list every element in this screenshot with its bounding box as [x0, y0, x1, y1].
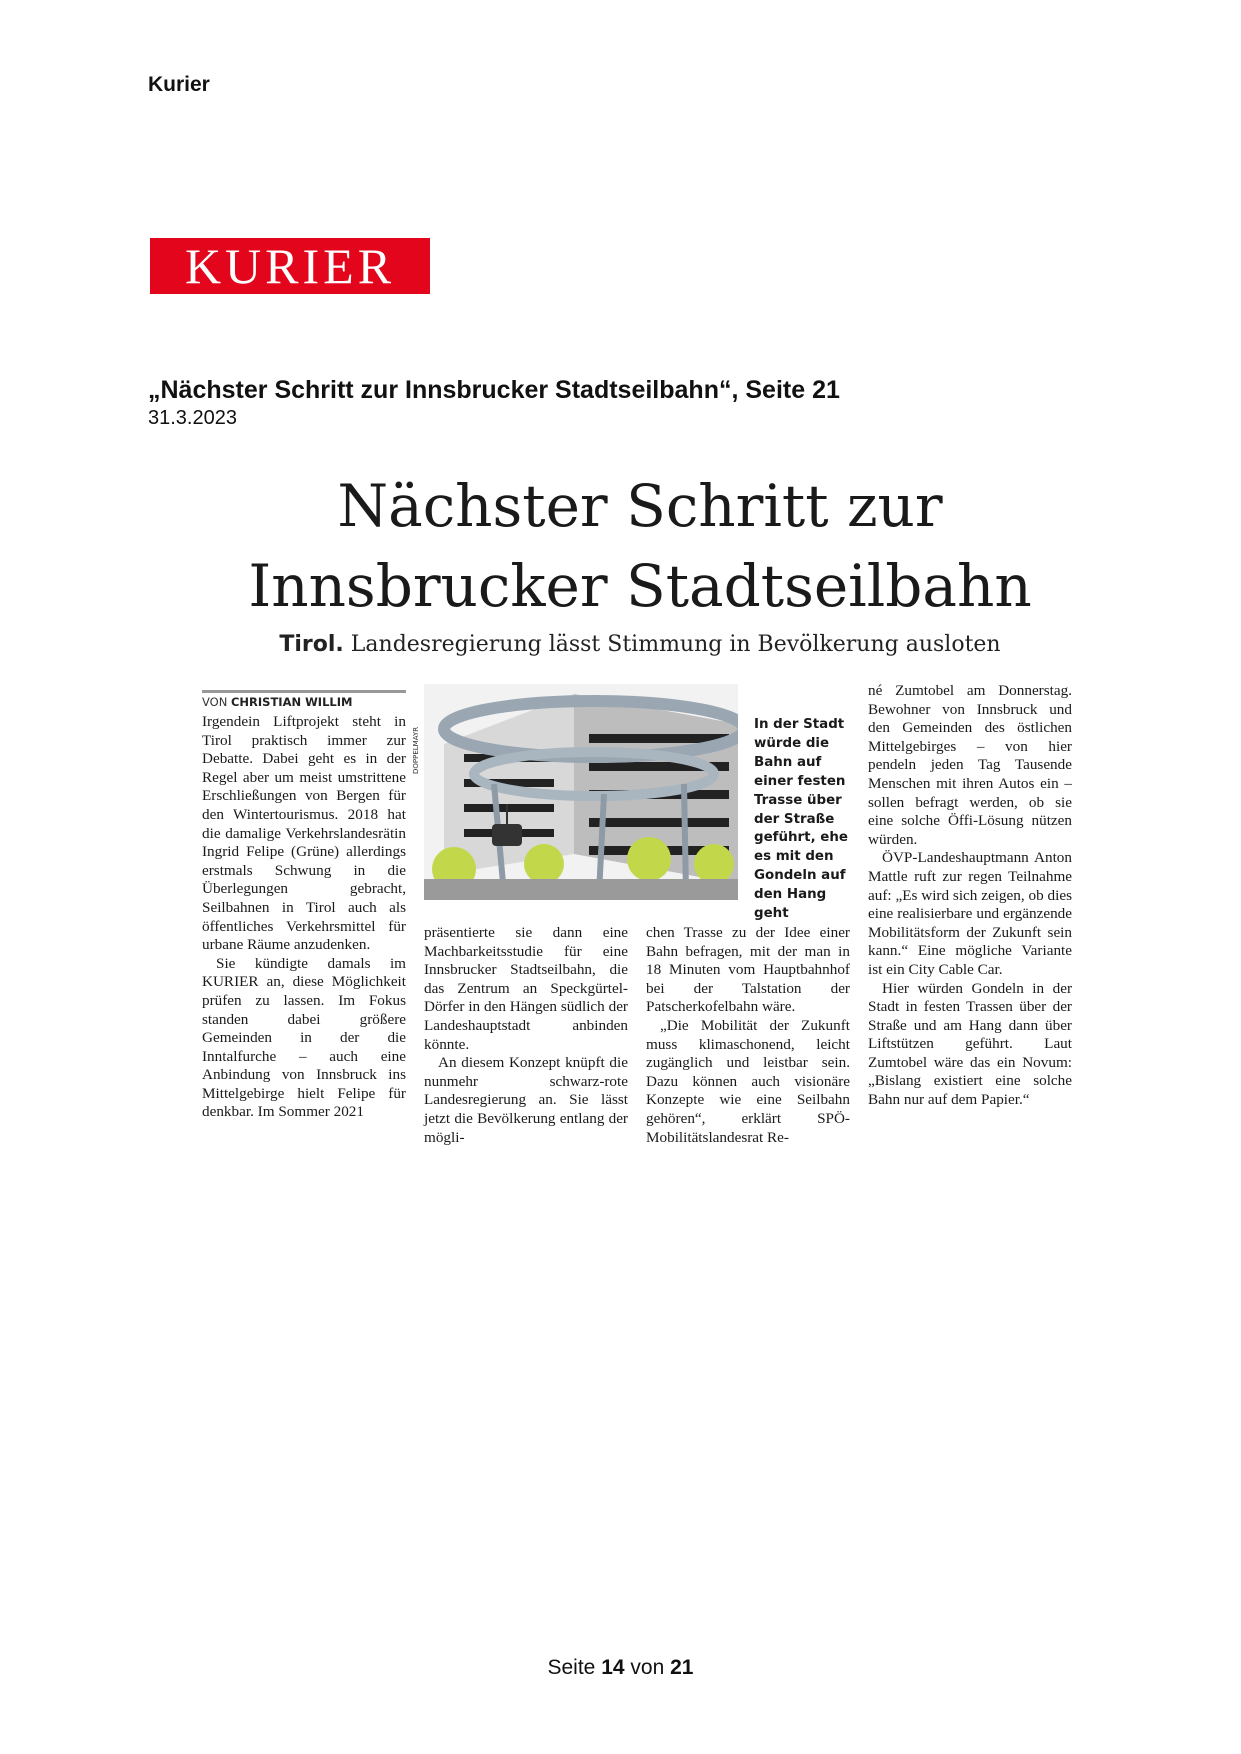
footer-middle: von [630, 1656, 665, 1679]
paragraph: Sie kündigte damals im KURIER an, diese Möglichkeit prüfen zu lassen. Im Fokus standen dabei größere Gemeinden in der die Inntalfurche – auch eine Anbindung von Innsbruck ins Mittelgebirge hielt Felipe für denkbar. Im Sommer 2021 [202, 954, 406, 1121]
byline [202, 690, 406, 709]
paragraph: „Die Mobilität der Zukunft muss klimaschonend, leicht zugänglich und leistbar sein. Dazu können auch visionäre Konzepte wie eine Seilbahn gehören“, erklärt SPÖ-Mobilitätslandesrat Re- [646, 1016, 850, 1146]
headline-line-1: Nächster Schritt zur [337, 472, 943, 540]
article-column-4 [868, 682, 1072, 1110]
cable-car-illustration [424, 684, 738, 900]
paragraph: né Zumtobel am Donnerstag. Bewohner von Innsbruck und den Gemeinden des östlichen Mittelgebirges – von hier pendeln jeden Tag Tausende Menschen mit ihren Autos ein – sollen befragt werden, ob sie eine solche Öffi-Lösung nützen würden. [868, 682, 1072, 848]
paragraph: Hier würden Gondeln in der Stadt in festen Trassen über der Straße und am Hang dann über Liftstützen geführt. Laut Zumtobel wäre das ein Novum: „Bislang existiert eine solche Bahn nur auf dem Papier.“ [868, 979, 1072, 1109]
byline-author: CHRISTIAN WILLIM [230, 695, 353, 709]
subtitle-text: Landesregierung lässt Stimmung in Bevölkerung ausloten [350, 632, 1001, 657]
article-headline [180, 466, 1100, 626]
image-credit: DOPPELMAYR [412, 726, 420, 774]
paragraph: Irgendein Liftprojekt steht in Tirol praktisch immer zur Debatte. Dabei geht es in der Regel aber um meist umstrittene Erschließungen von Bergen für den Wintertourismus. 2018 hat die damalige Verkehrslandesrätin Ingrid Felipe (Grüne) allerdings erstmals Schwung in die Überlegungen gebracht, Seilbahnen in Tirol auch als öffentliches Verkehrsmittel für urbane Räume anzudenken. [202, 713, 406, 954]
footer-prefix: Seite [547, 1656, 596, 1679]
paragraph: chen Trasse zu der Idee einer Bahn befragen, mit der man in 18 Minuten vom Hauptbahnhof bei der Talstation der Patscherkofelbahn wäre. [646, 924, 850, 1016]
page-footer [0, 1656, 1241, 1680]
article-column-2 [424, 924, 628, 1147]
article-column-3 [646, 924, 850, 1147]
footer-total-pages: 21 [670, 1656, 694, 1679]
paragraph: präsentierte sie dann eine Machbarkeitsstudie für eine Innsbrucker Stadtseilbahn, die das Zentrum an Speckgürtel-Dörfer in den Hängen südlich der Landeshauptstadt anbinden könnte. [424, 924, 628, 1053]
source-label: Kurier [148, 73, 210, 96]
article-subtitle [180, 632, 1100, 657]
headline-line-2: Innsbrucker Stadtseilbahn [248, 552, 1032, 620]
clip-title: „Nächster Schritt zur Innsbrucker Stadtseilbahn“, Seite 21 [148, 376, 840, 404]
footer-page-number: 14 [601, 1656, 625, 1679]
article-column-1 [202, 713, 406, 1122]
kicker: Tirol. [279, 632, 344, 657]
clip-date: 31.3.2023 [148, 407, 237, 429]
byline-prefix: VON [202, 695, 228, 709]
image-caption: In der Stadt würde die Bahn auf einer festen Trasse über der Straße geführt, ehe es mit den Gondeln auf den Hang geht [754, 717, 849, 922]
paragraph: ÖVP-Landeshauptmann Anton Mattle ruft zur regen Teilnahme auf: „Es wird sich zeigen, ob dies eine realisierbare und ergänzende Mobilitätsform der Zukunft sein kann.“ Eine mögliche Variante ist ein City Cable Car. [868, 849, 1072, 978]
kurier-logo: KURIER [150, 238, 430, 294]
paragraph: An diesem Konzept knüpft die nunmehr schwarz-rote Landesregierung an. Sie lässt jetzt die Bevölkerung entlang der mögli- [424, 1054, 628, 1146]
